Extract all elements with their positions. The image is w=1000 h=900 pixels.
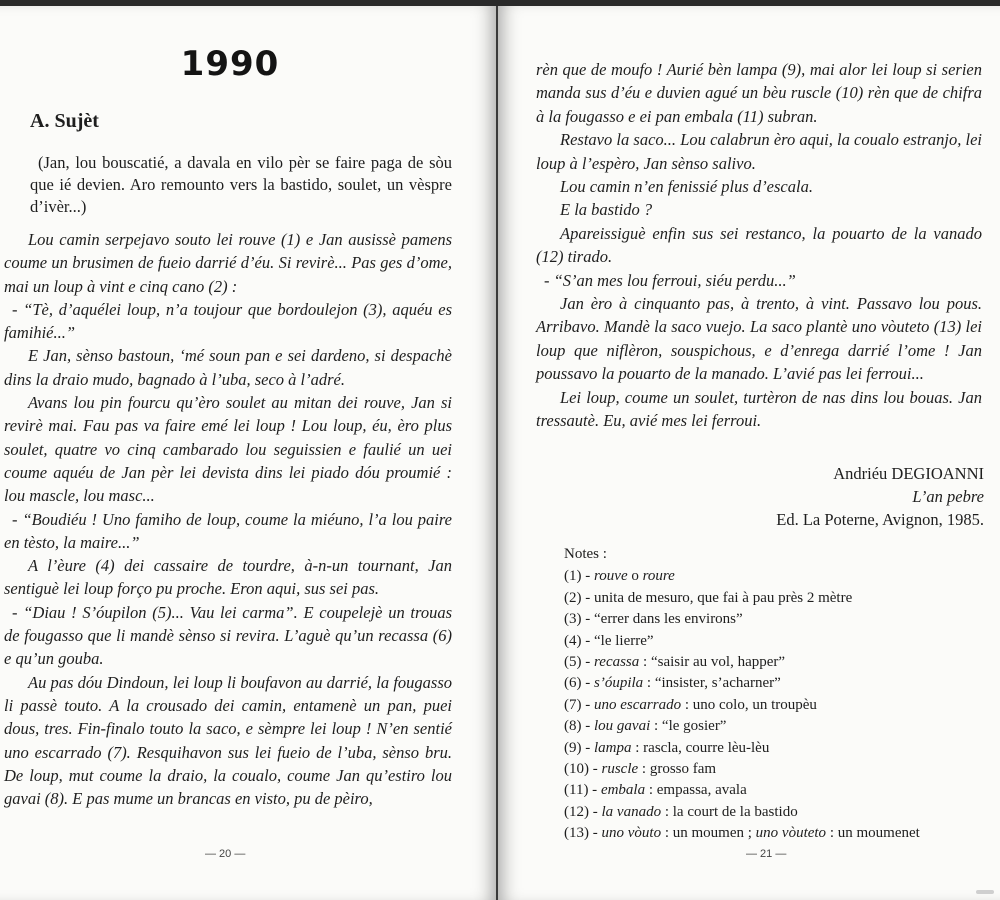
note-definition: : “saisir au vol, happer” (639, 654, 786, 671)
note-term: roure (642, 568, 675, 585)
passage-paragraph: Lou camin serpejavo souto lei rouve (1) e Jan ausissè pamens coume un brusimen de fueio darrié d’éu. Si revirè... Pas ges d’ome, mai un loup à vint e cinq cano (2) : (4, 230, 452, 296)
passage-paragraph: Au pas dóu Dindoun, lei loup li boufavon au darrié, la fougasso li passè touto. A la crousado dei camin, entamenè un pan, puei dous, tres. Fin-finalo touto la saco, e sèmpre lei loup ! N’en sentié uno escarrado (7). Resquihavon sus lei fueio de l’uba, sènso bru. De loup, mut coume la draio, la coualo, coume Jan qu’estiro lou gavai (8). E pas mume un brancas en visto, pu de pèiro, (4, 672, 452, 809)
note-term: lampa (594, 739, 632, 756)
passage-paragraph: Lou camin n’en fenissié plus d’escala. (560, 177, 813, 197)
attribution (776, 462, 984, 531)
note-number: (8) - (564, 718, 594, 735)
note-number: (11) - (564, 782, 601, 799)
text-passage-continued (536, 58, 982, 433)
note-definition: : un moumen ; (661, 825, 756, 842)
page-number: — 21 — (746, 848, 787, 860)
note-definition: : “le gosier” (650, 718, 727, 735)
author-name: Andriéu DEGIOANNI (833, 464, 984, 483)
note-definition: : rascla, courre lèu-lèu (631, 739, 770, 756)
note-definition: : uno colo, un troupèu (681, 696, 817, 713)
note-definition: : grosso fam (638, 761, 717, 778)
note-item (564, 566, 994, 587)
passage-paragraph: Jan èro à cinquanto pas, à trento, à vint. Passavo lou pous. Arribavo. Mandè la saco vuejo. La saco plantè uno vòuteto (13) lei loup que niflèron, souspichous, e d’enrega darrié l’ome ! Jan poussavo la pouarto de la manado. L’avié pas lei ferroui... (536, 294, 982, 384)
note-definition: : la court de la bastido (661, 803, 798, 820)
note-number: (3) - (564, 611, 594, 628)
passage-paragraph: A l’èure (4) dei cassaire de tourdre, à-n-un tournant, Jan sentiguè lei loup forço pu proche. Eron aqui, sus sei pas. (4, 556, 452, 599)
text-passage (4, 228, 452, 810)
note-number: (6) - (564, 675, 594, 692)
note-definition: : un moumenet (826, 825, 920, 842)
passage-paragraph: E Jan, sènso bastoun, ‘mé soun pan e sei dardeno, si despachè dins la draio mudo, bagnado à l’uba, seco à l’adré. (4, 346, 452, 389)
passage-paragraph: - “Tè, d’aquélei loup, n’a toujour que bordoulejon (3), aquéu es famihié...” (4, 299, 452, 343)
passage-paragraph: Apareissiguè enfin sus sei restanco, la pouarto de la vanado (12) tirado. (536, 223, 982, 267)
note-number: (1) - (564, 568, 594, 585)
note-item (564, 588, 994, 609)
note-item (564, 631, 994, 652)
work-title: L’an pebre (912, 487, 984, 506)
note-term: embala (600, 782, 646, 799)
note-number: (4) - (564, 632, 594, 649)
note-item (564, 695, 994, 716)
note-term: s’óupila (594, 675, 644, 692)
passage-paragraph: Avans lou pin fourcu qu’èro soulet au mitan dei rouve, Jan si revirè mai. Fau pas va faire emé lei loup ! Lou loup, éu, èro plus soulet, quatre vo cinq cambarado lou seguissien e faulié un uei coume aquéu de Jan pèr lei devista dins lei piado dóu proumié : lou mascle, lou masc... (4, 393, 452, 506)
note-term: la vanado (601, 803, 662, 820)
left-page (0, 6, 496, 900)
note-definition: unita de mesuro, que fai à pau près 2 mètre (594, 589, 853, 606)
note-number: (2) - (564, 589, 594, 606)
note-item (564, 609, 994, 630)
note-definition: “errer dans les environs” (594, 611, 743, 628)
passage-paragraph: - “Boudiéu ! Uno famiho de loup, coume la miéuno, l’a lou paire en tèsto, la maire...” (4, 509, 452, 552)
passage-paragraph: - “Diau ! S’óupilon (5)... Vau lei carma”. E coupelejè un trouas de fougasso que li mandè sènso si revira. L’aguè qu’un recassa (6) e qu’un gouba. (4, 602, 452, 669)
note-definition: : empassa, avala (645, 782, 747, 799)
section-heading: A. Sujèt (30, 110, 99, 132)
note-separator: o (627, 568, 643, 585)
page-number: — 20 — (205, 848, 246, 860)
intro-paragraph: (Jan, lou bouscatié, a davala en vilo pèr se faire paga de sòu que ié devien. Aro remounto vers la bastido, soulet, un vèspre d’ivèr...) (30, 153, 452, 216)
note-number: (9) - (564, 739, 594, 756)
note-term: uno escarrado (594, 696, 682, 713)
right-page (498, 6, 1000, 900)
note-term: uno vòuteto (755, 825, 827, 842)
passage-paragraph: Restavo la saco... Lou calabrun èro aqui, la coualo estranjo, lei loup à l’espèro, Jan sènso salivo. (536, 130, 982, 173)
note-item (564, 823, 994, 844)
note-term: recassa (594, 654, 640, 671)
note-item (564, 759, 994, 780)
note-number: (7) - (564, 696, 594, 713)
note-number: (13) - (564, 825, 602, 842)
passage-paragraph: Lei loup, coume un soulet, turtèron de nas dins lou bouas. Jan tressautè. Eu, avié mes lei ferroui. (536, 387, 982, 431)
passage-paragraph: E la bastido ? (560, 200, 653, 220)
note-term: lou gavai (594, 718, 651, 735)
note-number: (12) - (564, 803, 602, 820)
note-item (564, 716, 994, 737)
note-term: uno vòuto (601, 825, 662, 842)
passage-paragraph: rèn que de moufo ! Aurié bèn lampa (9), mai alor lei loup si serien manda sus d’éu e duvien agué un bèu ruscle (10) rèn que de chifra à la fougasso e ei pan embala (11) subran. (536, 60, 982, 126)
note-item (564, 738, 994, 759)
note-number: (10) - (564, 761, 602, 778)
note-item (564, 652, 994, 673)
notes-heading: Notes : (564, 546, 607, 562)
scan-mark (976, 890, 994, 894)
page-title: 1990 (180, 44, 280, 84)
note-term: ruscle (601, 761, 639, 778)
notes-list (564, 544, 994, 845)
publisher: Ed. La Poterne, Avignon, 1985. (776, 510, 984, 529)
note-number: (5) - (564, 654, 594, 671)
note-term: rouve (594, 568, 628, 585)
passage-paragraph: - “S’an mes lou ferroui, siéu perdu...” (544, 270, 796, 290)
note-item (564, 673, 994, 694)
note-item (564, 780, 994, 801)
note-definition: : “insister, s’acharner” (643, 675, 781, 692)
note-item (564, 802, 994, 823)
note-definition: “le lierre” (594, 632, 654, 649)
